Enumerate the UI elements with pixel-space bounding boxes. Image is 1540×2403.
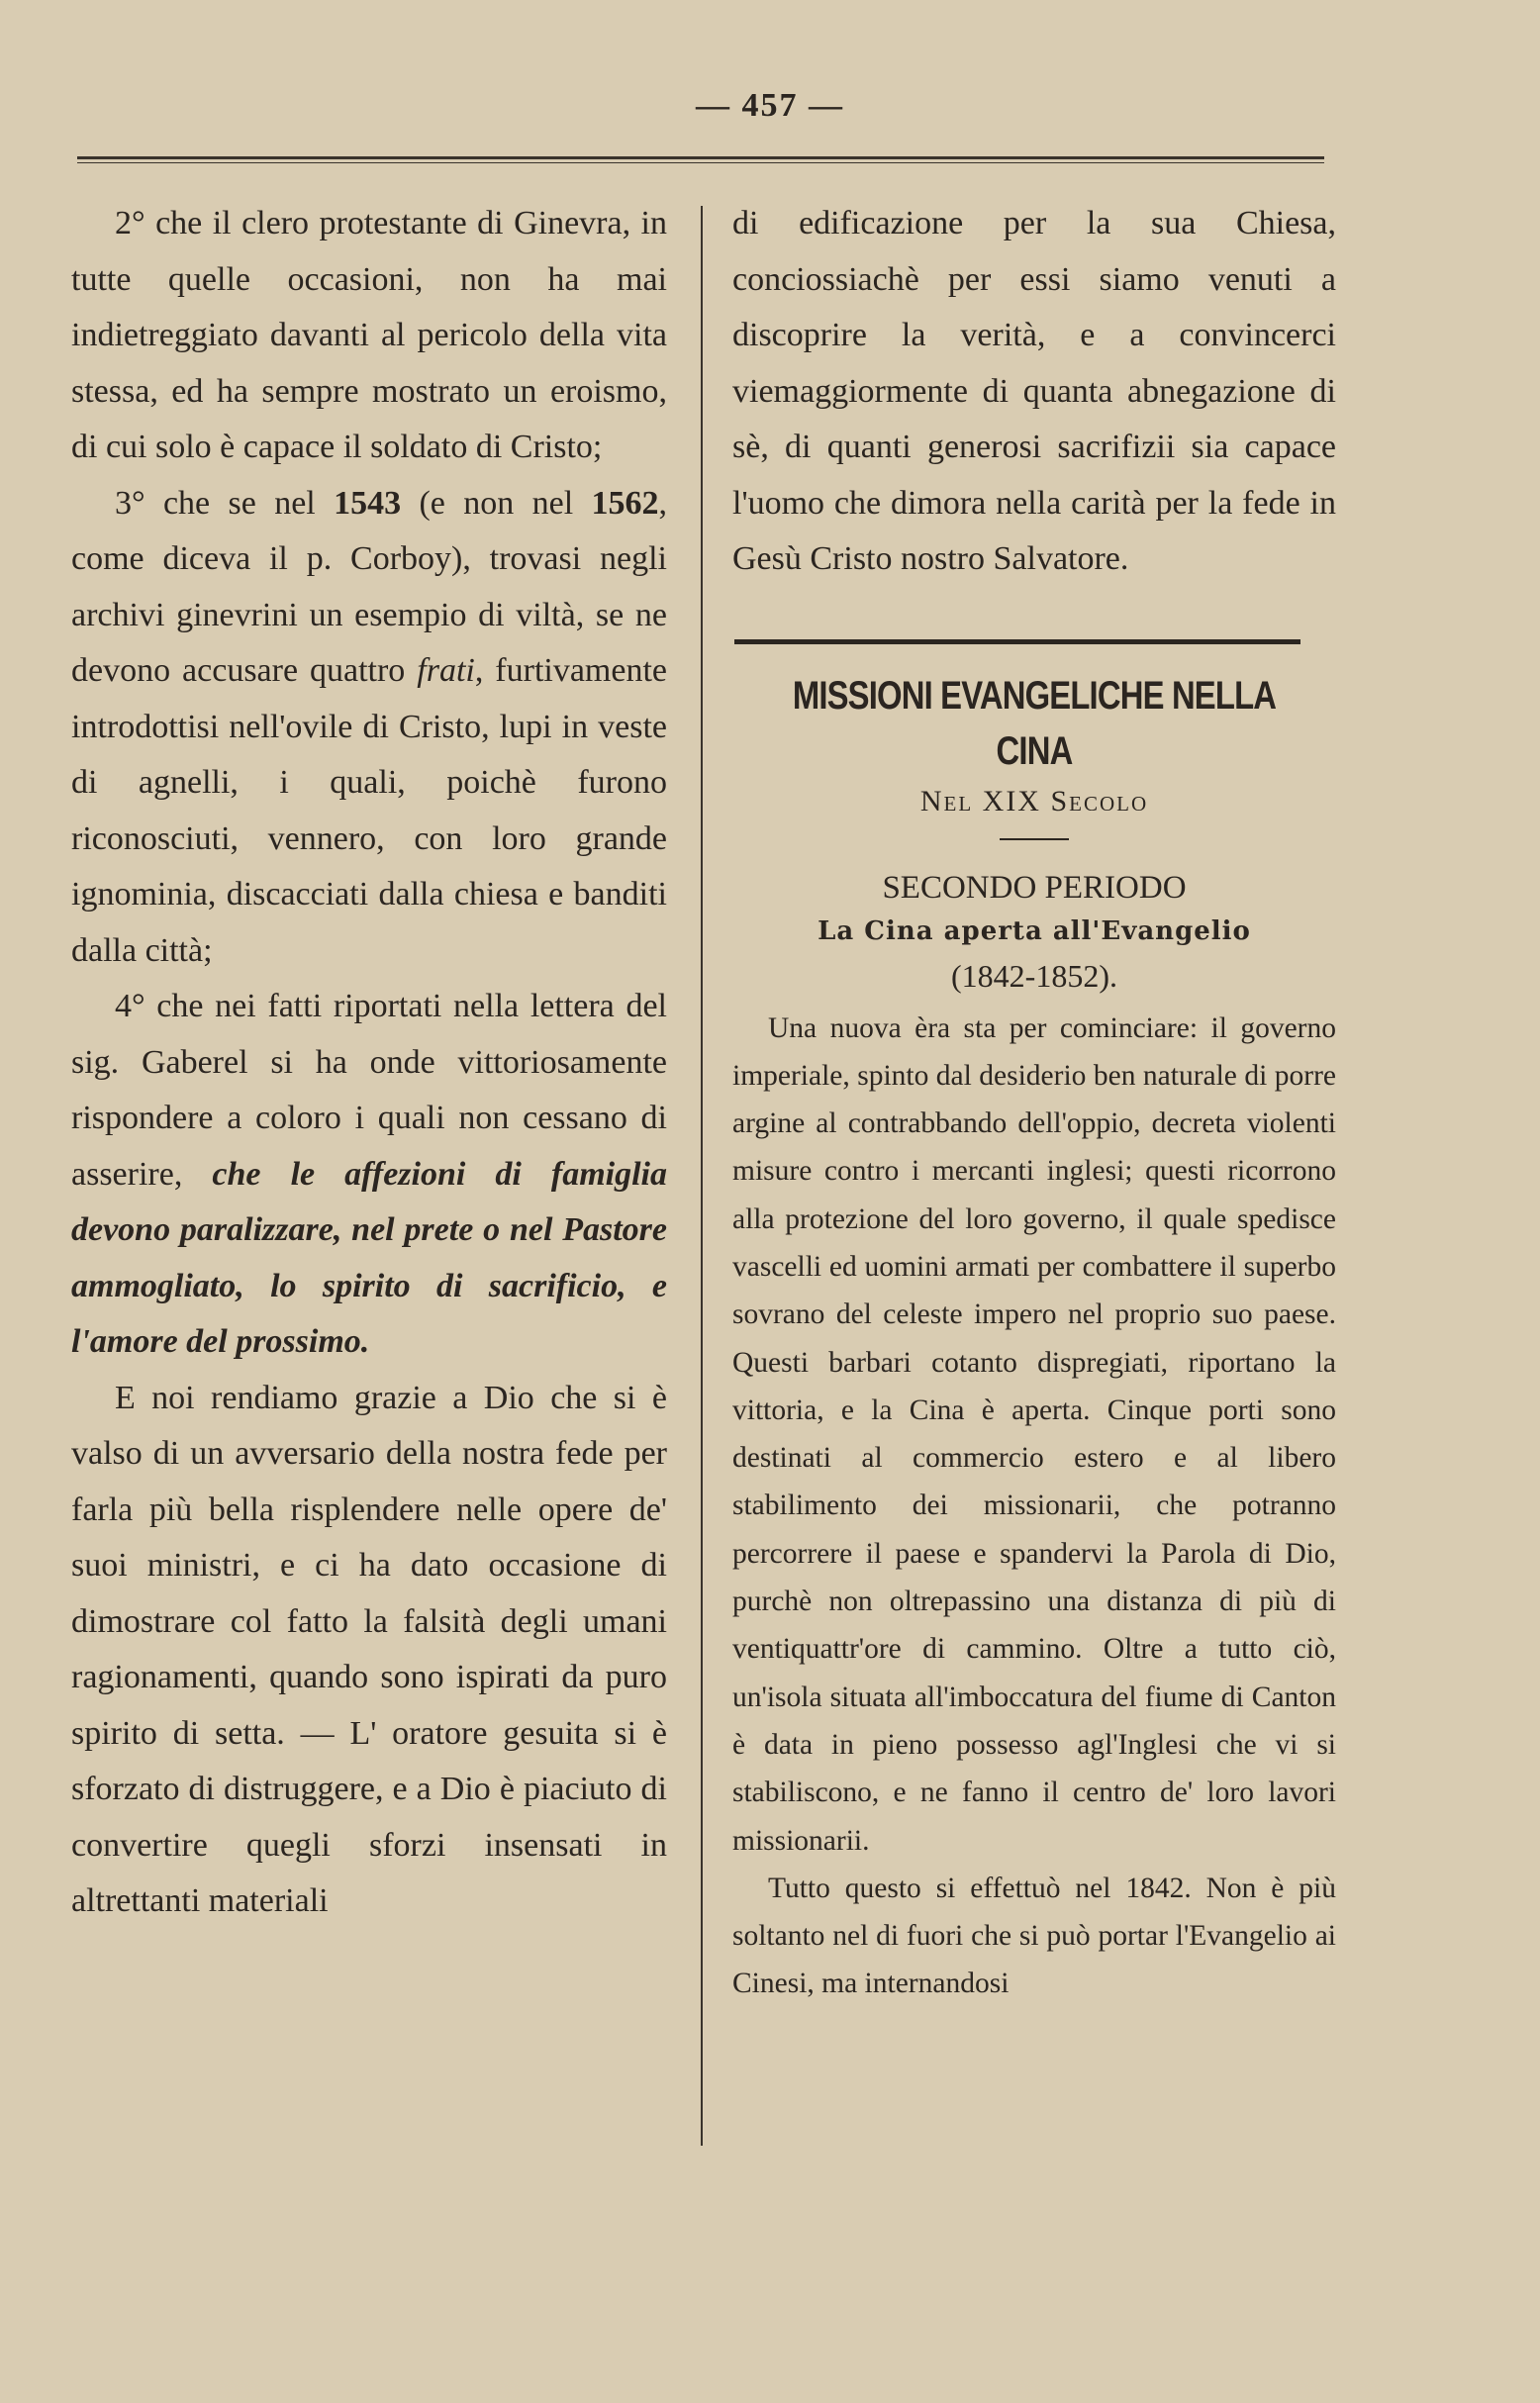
continuation-paragraph: di edificazione per la sua Chiesa, conciossiachè per essi siamo venuti a discoprire la verità, e a convincerci viemaggiormente di quanta abnegazione di sè, di quanti generosi sacrifizii sia capace l'uomo che dimora nella carità per la fede in Gesù Cristo nostro Salvatore. <box>732 205 1336 577</box>
paragraph-conclusion <box>71 1371 667 1930</box>
paragraph-text: 4° che nei fatti riportati nella lettera del sig. Gaberel si ha onde vittoriosamente rispondere a coloro i quali non cessano di asserire, <box>71 988 667 1193</box>
paragraph-point-2 <box>71 196 667 476</box>
paragraph-text: E noi rendiamo grazie a Dio che si è valso di un avversario della nostra fede per farla più bella risplendere nelle opere de' suoi ministri, e ci ha dato occasione di dimostrare col fatto la falsità degli umani ragionamenti, quando sono ispirati da puro spirito di setta. — L' oratore gesuita si è sforzato di distruggere, e a Dio è piaciuto di convertire quegli sforzi insensati in altrettanti materiali <box>71 1379 667 1919</box>
year-1562: 1562 <box>591 484 659 522</box>
period-dates: (1842-1852). <box>951 957 1117 994</box>
italic-quotation: che le affezioni di famiglia devono paralizzare, nel prete o nel Pastore ammogliato, lo spirito di sacrificio, e l'amore del prossimo. <box>71 1155 668 1360</box>
section-title: MISSIONI EVANGELICHE NELLA CINA <box>792 673 1277 773</box>
section-subtitle: Nel XIX Secolo <box>919 784 1149 817</box>
left-column <box>71 196 667 1930</box>
article-paragraph: Tutto questo si effettuò nel 1842. Non è più soltanto nel di fuori che si può portar l'Evangelio ai Cinesi, ma internandosi <box>732 1872 1336 2000</box>
header-rule <box>77 156 1324 163</box>
short-rule <box>1000 838 1069 840</box>
paragraph-text: (e non nel <box>401 484 592 522</box>
article-paragraph: Una nuova èra sta per cominciare: il governo imperiale, spinto dal desiderio ben naturale di porre argine al contrabbando dell'oppio, decreta violenti misure contro i mercanti inglesi; questi ricorrono alla protezione del loro governo, il quale spedisce vascelli ed uomini armati per combattere il superbo sovrano del celeste impero nel proprio suo paese. Questi barbari cotanto dispregiati, riportano la vittoria, e la Cina è aperta. Cinque porti sono destinati al commercio estero e al libero stabilimento dei missionarii, che potranno percorrere il paese e spandervi la Parola di Dio, purchè non oltrepassino una distanza di più di ventiquattr'ore di cammino. Oltre a tutto ciò, un'isola situata all'imboccatura del fiume di Canton è data in pieno possesso agl'Inglesi che vi si stabiliscono, e ne fanno il centro de' loro lavori missionarii. <box>732 1011 1336 1857</box>
paragraph-text: , furtivamente introdottisi nell'ovile di Cristo, lupi in veste di agnelli, i quali, poichè furono riconosciuti, vennero, con loro grande ignominia, discacciati dalla chiesa e banditi dalla città; <box>71 652 667 969</box>
article-body <box>732 1005 1336 2008</box>
italic-frati: frati <box>417 652 475 689</box>
period-subtitle: La Cina aperta all'Evangelio <box>818 915 1251 946</box>
section-rule <box>734 639 1300 644</box>
period-title: SECONDO PERIODO <box>882 869 1187 906</box>
paragraph-point-4 <box>71 979 667 1371</box>
paragraph-point-3 <box>71 476 667 980</box>
paragraph-text: , come diceva il p. Corboy), trovasi negli archivi ginevrini un esempio di viltà, se ne devono accusare quattro <box>71 484 667 689</box>
column-divider <box>701 206 703 2146</box>
paragraph-text: 2° che il clero protestante di Ginevra, in tutte quelle occasioni, non ha mai indietreggiato davanti al pericolo della vita stessa, ed ha sempre mostrato un eroismo, di cui solo è capace il soldato di Cristo; <box>71 205 667 465</box>
paragraph-text: 3° che se nel <box>115 484 335 522</box>
page-number: — 457 — <box>696 87 844 124</box>
right-column <box>732 196 1336 2008</box>
year-1543: 1543 <box>334 484 402 522</box>
